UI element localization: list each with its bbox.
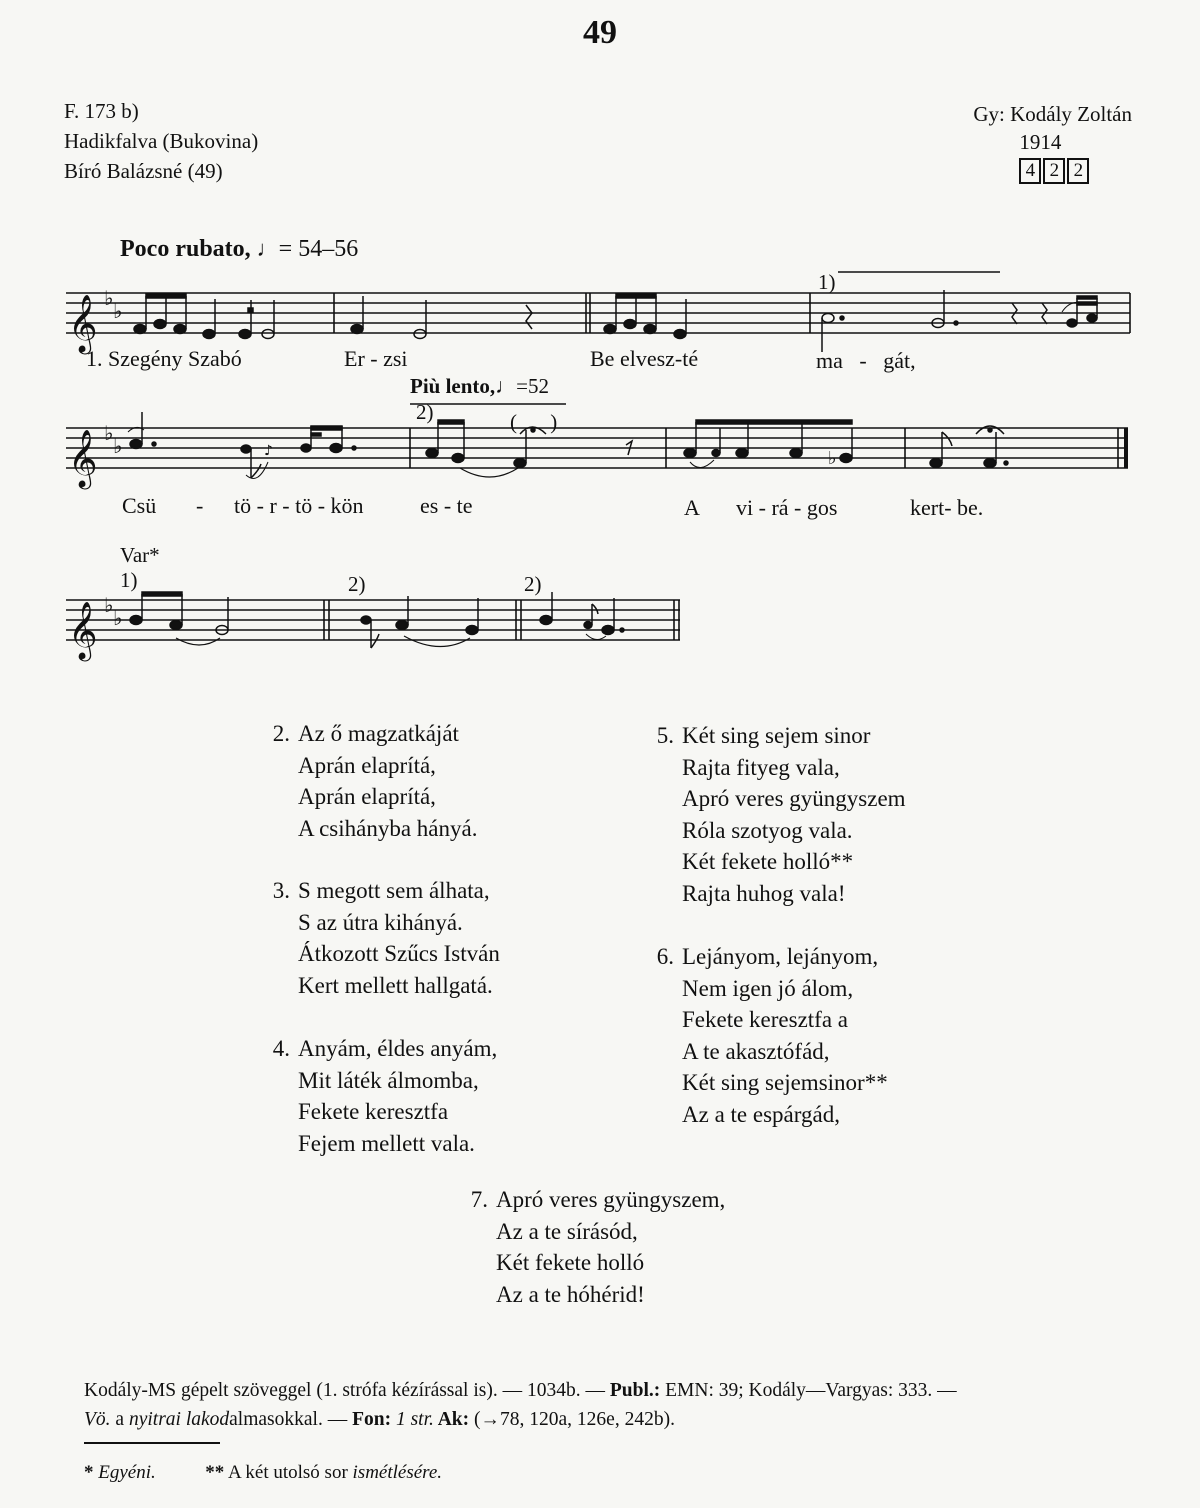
verse-line: S az útra kihányá. [298, 909, 463, 935]
meter-box: 2 [1067, 158, 1089, 184]
variant-marker-2: 2) [524, 572, 542, 596]
svg-text:♭: ♭ [828, 448, 837, 469]
verse-5 [640, 720, 906, 909]
footnote-2-italic: ismétlésére. [352, 1462, 443, 1483]
verse-line: Mit láték álmomba, [298, 1067, 479, 1093]
fon-label: Fon: [352, 1409, 392, 1430]
svg-text:♪: ♪ [264, 443, 273, 459]
verse-line: Lejányom, lejányom, [682, 944, 879, 969]
lyric-syllable: Er - zsi [344, 346, 408, 371]
meter-box: 4 [1019, 158, 1041, 184]
verse-line: Apró veres gyüngyszem, [496, 1187, 726, 1212]
lyric-syllable: vi - rá - gos [736, 495, 838, 520]
verse-line: Két sing sejem sinor [682, 723, 871, 748]
treble-clef-icon: 𝄞 [68, 294, 98, 352]
verse-3 [256, 875, 500, 1001]
ak-value: (→78, 120a, 126e, 242b). [469, 1409, 675, 1430]
verse-line: Fekete keresztfa a [682, 1007, 849, 1032]
verse-line: Apró veres gyüngyszem [682, 786, 906, 811]
notes-text: a [110, 1409, 129, 1430]
notes-text: EMN: 39; Kodály—Vargyas: 333. — [660, 1380, 957, 1401]
variant-marker-1: 1) [818, 270, 836, 294]
lyric-syllable: kert- be. [910, 495, 984, 520]
notes-vo: Vö. [84, 1409, 111, 1430]
footnote-double-star: ** [205, 1462, 225, 1483]
lyric-syllable: tö - r - tö - kön [234, 493, 364, 518]
staff-line-1 [66, 293, 1130, 333]
collector-year: 1914 [1019, 130, 1062, 154]
source-line-1: F. 173 b) [64, 99, 139, 123]
verse-line: Anyám, éldes anyám, [298, 1036, 498, 1061]
collector-name: Gy: Kodály Zoltán [973, 102, 1132, 126]
verse-line: Nem igen jó álom, [682, 975, 854, 1001]
piu-lento-mm: =52 [516, 374, 550, 398]
footnote-star: * [84, 1462, 94, 1483]
verse-line: Kert mellett hallgatá. [298, 972, 493, 998]
footnote-1: Egyéni. [98, 1462, 156, 1483]
variant-marker-2: 2) [416, 400, 434, 424]
flat-icon: ♭ [104, 286, 114, 310]
notes-text: Kodály-MS gépelt szöveggel (1. strófa kézírással is). — 1034b. — [84, 1380, 610, 1401]
flat-icon: ♭ [104, 421, 114, 445]
notes-text: almasokkal. — [229, 1409, 353, 1430]
variant-marker-2: 2) [348, 572, 366, 596]
lyric-syllable: - [196, 493, 204, 518]
tempo-mm: = 54–56 [278, 236, 359, 262]
verse-number: 4. [272, 1036, 290, 1061]
ak-label: Ak: [433, 1409, 470, 1430]
verse-line: Fekete keresztfa [298, 1099, 449, 1124]
verse-line: Két sing sejemsinor** [682, 1070, 888, 1095]
staff-line-2 [66, 428, 1128, 468]
source-line-2: Hadikfalva (Bukovina) [64, 129, 259, 153]
verse-number: 5. [656, 723, 674, 748]
verse-line: S megott sem álhata, [298, 878, 490, 903]
treble-clef-icon: 𝄞 [68, 429, 98, 487]
verse-2 [256, 718, 477, 844]
verse-line: Aprán elaprítá, [298, 752, 436, 778]
quarter-note-icon: ♩ [495, 374, 517, 398]
flat-icon: ♭ [104, 593, 114, 617]
lyric-syllable: Be elvesz-té [590, 346, 699, 371]
verse-line: A csihányba hányá. [298, 815, 478, 841]
footnote-divider [84, 1442, 220, 1444]
piu-lento-label: Più lento, [410, 374, 496, 398]
verse-number: 2. [272, 721, 290, 746]
flat-icon: ♭ [113, 299, 123, 323]
publ-label: Publ.: [609, 1380, 661, 1401]
verse-line: Két fekete holló [496, 1250, 645, 1275]
verse-line: Róla szotyog vala. [682, 817, 853, 843]
piu-lento-marking [410, 374, 549, 399]
lyric-syllable: es - te [420, 493, 473, 518]
tempo-label: Poco rubato, [120, 236, 251, 262]
fon-value: 1 str. [391, 1409, 434, 1430]
lyric-syllable: Csü [122, 493, 157, 518]
verse-number: 3. [272, 878, 290, 903]
verse-line: Átkozott Szűcs István [298, 941, 500, 966]
verse-line: Két fekete holló** [682, 849, 854, 874]
lyric-syllable: 1. Szegény Szabó [86, 346, 242, 371]
verse-6 [640, 941, 888, 1130]
quarter-note-icon: ♩ [256, 236, 279, 261]
verse-line: A te akasztófád, [682, 1038, 830, 1064]
verse-number: 7. [470, 1187, 488, 1212]
staff-line-3 [66, 600, 680, 640]
footnotes [84, 1462, 442, 1484]
meter-box: 2 [1043, 158, 1065, 184]
verse-line: Az ő magzatkáját [298, 721, 459, 746]
source-notes [84, 1376, 1164, 1434]
flat-icon: ♭ [113, 434, 123, 458]
verse-line: Aprán elaprítá, [298, 784, 436, 809]
source-line-3: Bíró Balázsné (49) [64, 159, 223, 183]
page-number: 49 [583, 14, 617, 51]
treble-clef-icon: 𝄞 [68, 601, 98, 659]
verse-line: Fejem mellett vala. [298, 1130, 475, 1156]
fermata-paren: ( ) [510, 410, 572, 434]
variant-marker-1: 1) [120, 568, 138, 592]
flat-icon: ♭ [113, 606, 123, 630]
footnote-2: A két utolsó sor [227, 1462, 353, 1483]
lyric-syllable: A [684, 495, 700, 520]
verse-7 [454, 1184, 725, 1310]
verse-line: Rajta huhog vala! [682, 880, 846, 906]
notes-nyitrai: nyitrai lakod [128, 1409, 230, 1430]
variants-label: Var* [120, 543, 160, 567]
verse-4 [256, 1033, 497, 1159]
verse-line: Az a te sírásód, [496, 1218, 638, 1244]
verse-number: 6. [656, 944, 674, 969]
verse-line: Az a te hóhérid! [496, 1281, 645, 1307]
verse-line: Az a te espárgád, [682, 1101, 840, 1127]
verse-line: Rajta fityeg vala, [682, 754, 840, 780]
lyric-syllable: ma - gát, [816, 348, 916, 373]
